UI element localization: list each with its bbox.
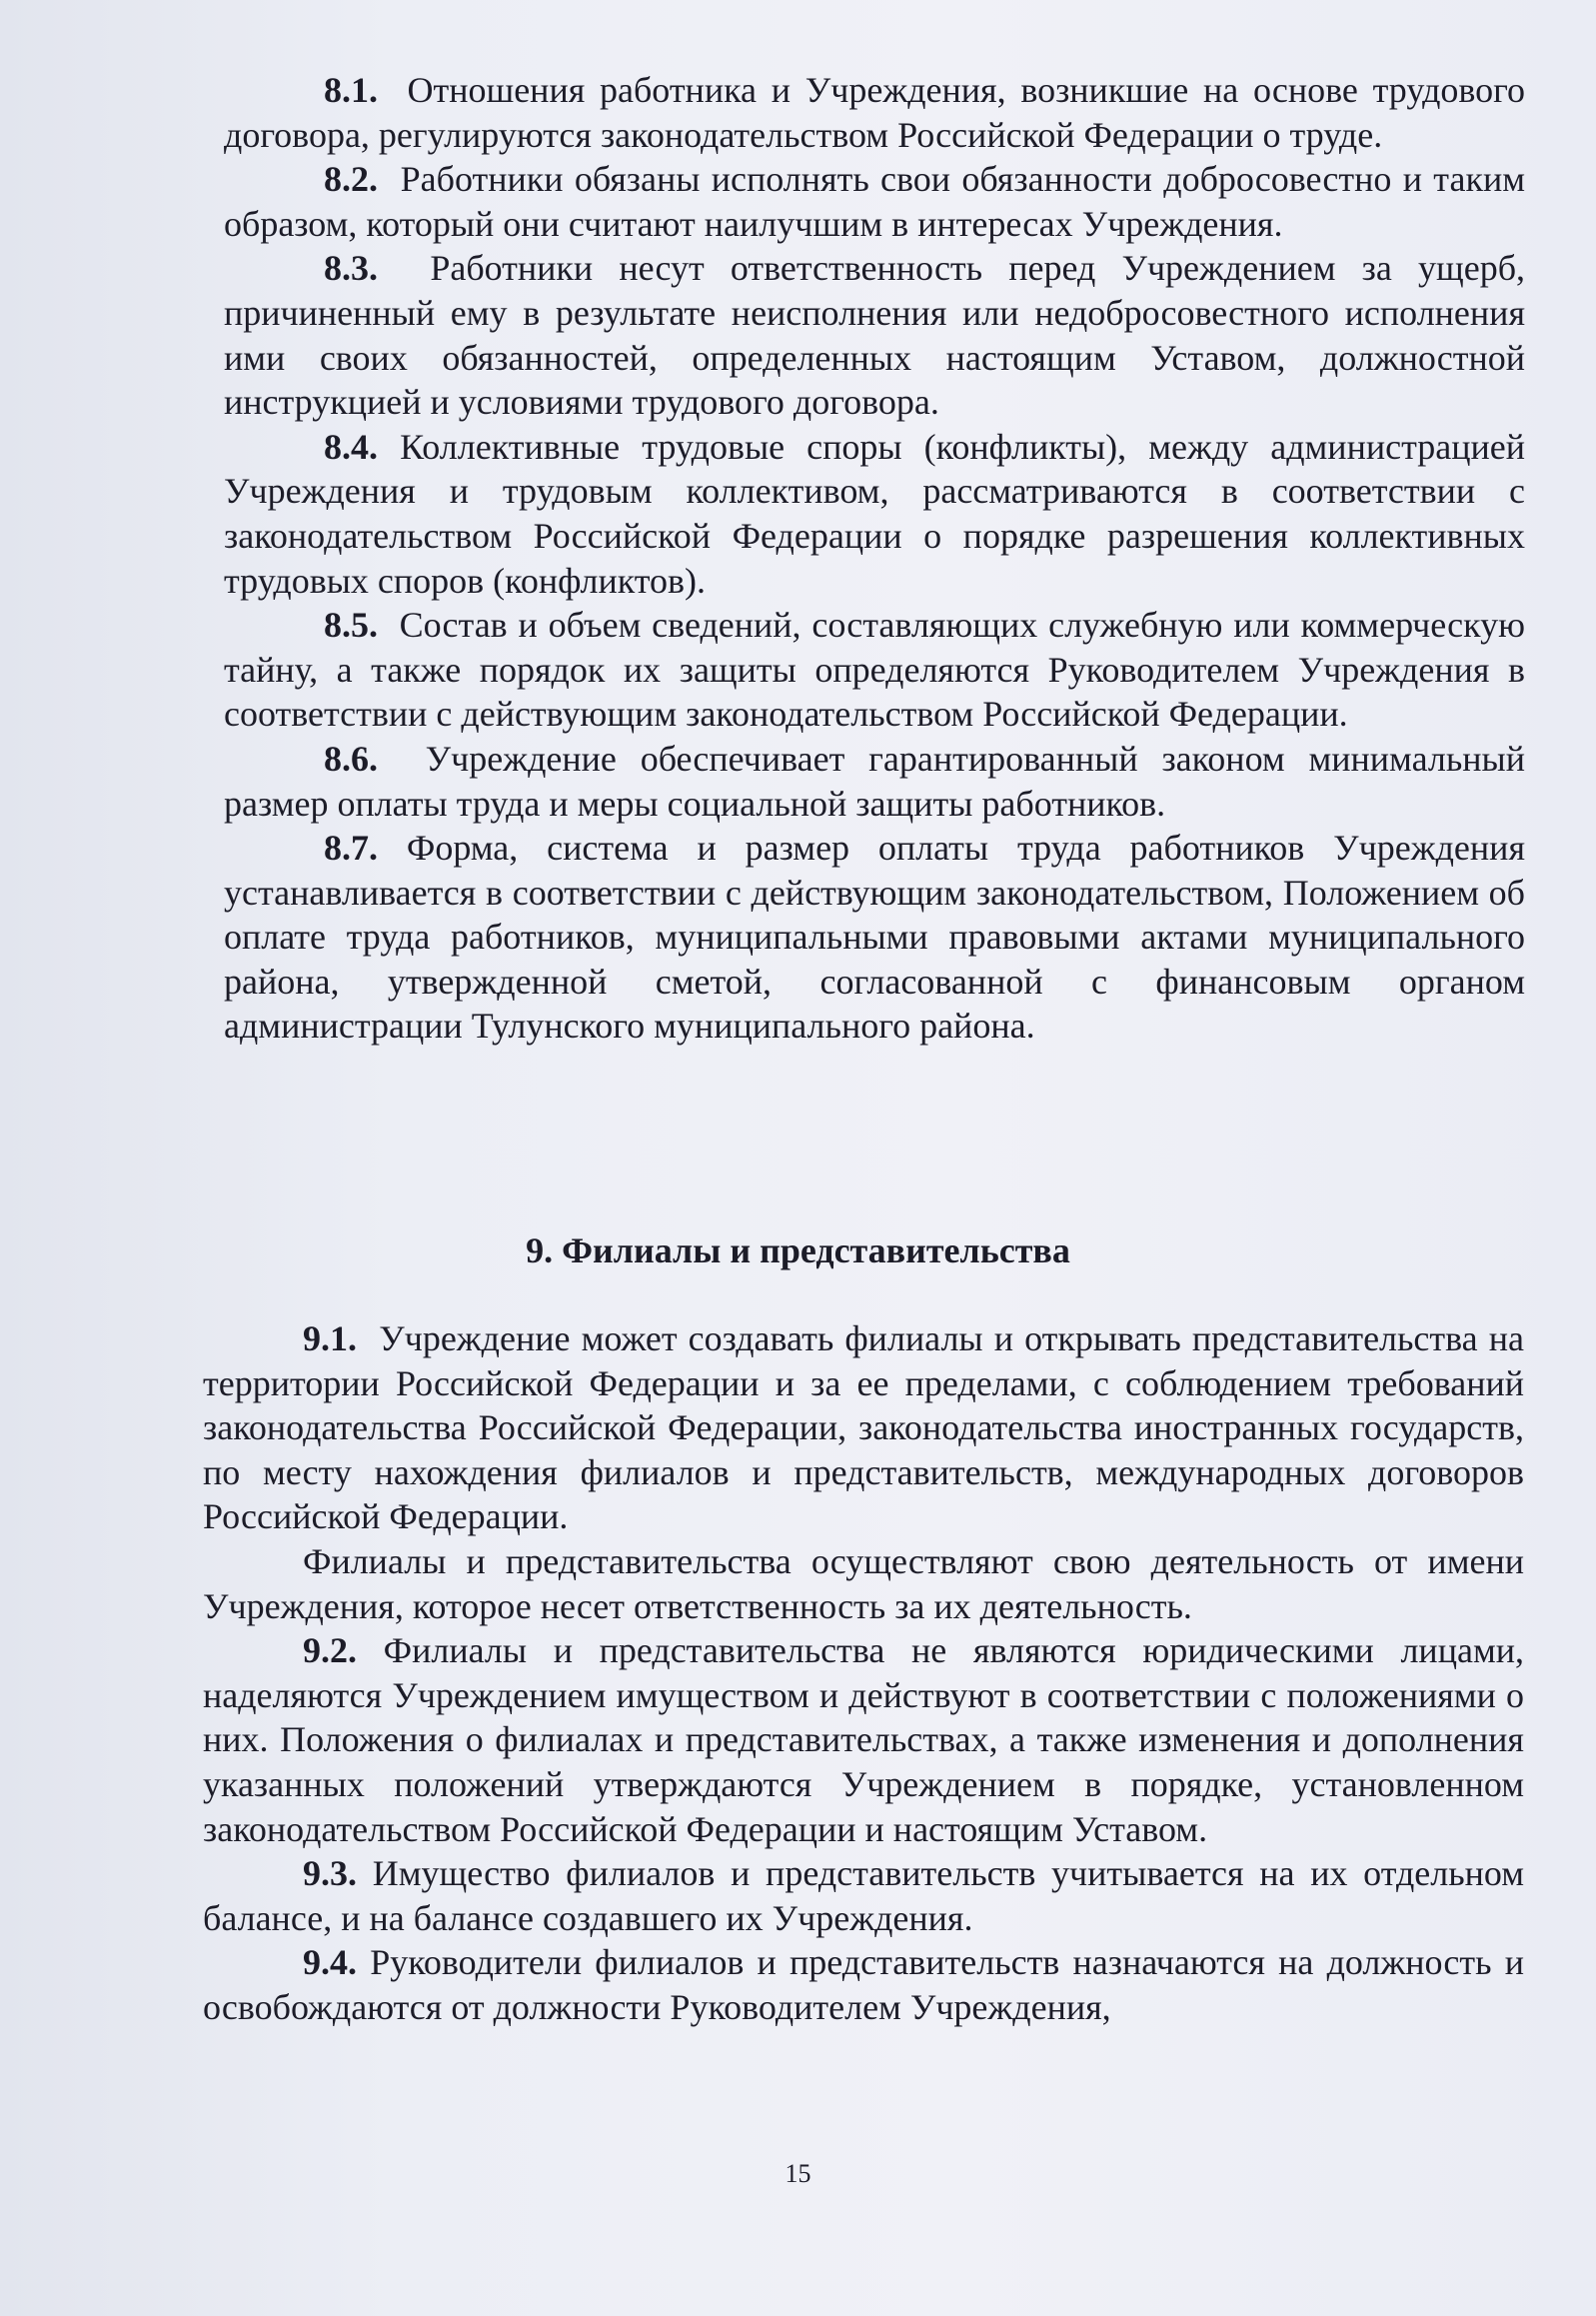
paragraph-9-1 [203,1316,1524,1539]
clause-text: Учреждение обеспечивает гарантированный законом минимальный размер оплаты труда и меры социальной защиты работников. [224,738,1525,824]
clause-text: Форма, система и размер оплаты труда работников Учреждения устанавливается в соответствии с действующим законодательством, Положением об оплате труда работников, муниципальными правовыми актами муниципального района, утвержденной сметой, согласованной с финансовым органом администрации Тулунского муниципального района. [224,828,1525,1047]
clause-text: Коллективные трудовые споры (конфликты), между администрацией Учреждения и трудовым коллективом, рассматриваются в соответствии с законодательством Российской Федерации о порядке разрешения коллективных трудовых споров (конфликтов). [224,426,1525,601]
page-number: 15 [785,2159,811,2188]
clause-text: Филиалы и представительства осуществляют свою деятельность от имени Учреждения, которое несет ответственность за их деятельность. [203,1540,1524,1626]
clause-text: Учреждение может создавать филиалы и открывать представительства на территории Российской Федерации и за ее пределами, с соблюдением требований законодательства Российской Федерации, законодательства иностранных государств, по месту нахождения филиалов и представительств, международных договоров Российской Федерации. [203,1318,1525,1537]
clause-number: 8.2. [324,159,378,200]
paragraph-8-5 [224,603,1525,737]
clause-number: 8.1. [324,70,378,110]
clause-text: Имущество филиалов и представительств учитывается на их отдельном балансе, и на балансе создавшего их Учреждения. [203,1853,1524,1938]
clause-number: 9.3. [303,1853,357,1894]
clause-number: 8.3. [324,248,378,289]
clause-number: 8.7. [324,828,378,869]
section-8-body [224,68,1525,1049]
clause-number: 9.4. [303,1942,357,1983]
clause-number: 9.2. [303,1630,357,1671]
clause-text: Отношения работника и Учреждения, возникшие на основе трудового договора, регулируются законодательством Российской Федерации о труде. [224,70,1526,155]
section-9-body [203,1316,1524,2030]
paragraph-9-4 [203,1940,1524,2029]
clause-text: Филиалы и представительства не являются юридическими лицами, наделяются Учреждением имуществом и действуют в соответствии с положениями о них. Положения о филиалах и представительствах, а также изменения и дополнения указанных положений утверждаются Учреждением в порядке, установленном законодательством Российской Федерации и настоящим Уставом. [203,1630,1524,1849]
paragraph-8-4 [224,425,1525,603]
paragraph-8-7 [224,826,1525,1049]
paragraph-8-1 [224,68,1525,157]
paragraph-8-2 [224,157,1525,246]
paragraph-8-6 [224,737,1525,826]
clause-text: Работники несут ответственность перед Учреждением за ущерб, причиненный ему в результате неисполнения или недобросовестного исполнения ими своих обязанностей, определенных настоящим Уставом, должностной инструкцией и условиями трудового договора. [224,248,1526,423]
section-9-heading: 9. Филиалы и представительства [526,1230,1070,1270]
clause-number: 8.6. [324,738,378,779]
paragraph-9-2 [203,1628,1524,1851]
paragraph-9-1-continued [203,1539,1524,1628]
clause-number: 8.5. [324,605,378,646]
clause-text: Состав и объем сведений, составляющих служебную или коммерческую тайну, а также порядок их защиты определяются Руководителем Учреждения в соответствии с действующим законодательством Российской Федерации. [224,605,1526,735]
clause-number: 8.4. [324,426,378,467]
clause-text: Работники обязаны исполнять свои обязанности добросовестно и таким образом, который они считают наилучшим в интересах Учреждения. [224,159,1525,244]
clause-text: Руководители филиалов и представительств назначаются на должность и освобождаются от должности Руководителем Учреждения, [203,1942,1524,2027]
clause-number: 9.1. [303,1318,357,1358]
paragraph-9-3 [203,1851,1524,1940]
paragraph-8-3 [224,246,1525,424]
